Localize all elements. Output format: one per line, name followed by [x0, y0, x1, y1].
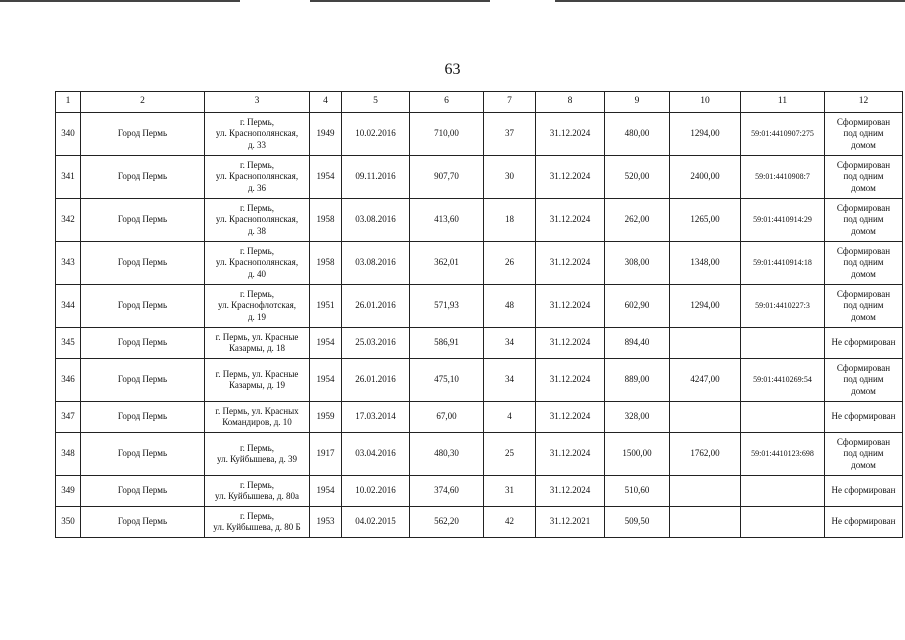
- status-line: домом: [851, 225, 876, 236]
- page-number: 63: [444, 61, 461, 78]
- date-cell: 09.11.2016: [342, 156, 410, 199]
- column-header: 5: [342, 92, 410, 113]
- address-line: Казармы, д. 18: [228, 343, 286, 353]
- address-cell: [205, 285, 310, 328]
- residents-cell: 31: [484, 476, 536, 507]
- table-row: [56, 476, 903, 507]
- address-line: г. Пермь, ул. Красные: [215, 368, 299, 379]
- address-line: г. Пермь,: [239, 117, 275, 128]
- address-line: ул. Краснополянская,: [215, 171, 299, 182]
- residents-cell: 26: [484, 242, 536, 285]
- date-cell: 10.02.2016: [342, 113, 410, 156]
- status-line: Сформирован: [836, 160, 891, 171]
- address-cell: [205, 402, 310, 433]
- status-line: Сформирован: [836, 363, 891, 374]
- city-cell: Город Пермь: [81, 328, 205, 359]
- status-line: Не сформирован: [831, 337, 896, 348]
- table-row: [56, 328, 903, 359]
- city-cell: Город Пермь: [81, 113, 205, 156]
- cadastral-number-cell: 59:01:4410907:275: [741, 113, 825, 156]
- city-cell: Город Пермь: [81, 359, 205, 402]
- row-number-cell: 347: [56, 402, 81, 433]
- deadline-cell: 31.12.2024: [536, 242, 605, 285]
- row-number-cell: 346: [56, 359, 81, 402]
- value10-cell: [670, 402, 741, 433]
- deadline-cell: 31.12.2024: [536, 285, 605, 328]
- value10-cell: [670, 328, 741, 359]
- date-cell: 10.02.2016: [342, 476, 410, 507]
- year-cell: 1959: [310, 402, 342, 433]
- cadastral-number-cell: 59:01:4410914:29: [741, 199, 825, 242]
- table-row: [56, 156, 903, 199]
- status-line: Сформирован: [836, 289, 891, 300]
- city-cell: Город Пермь: [81, 476, 205, 507]
- area-cell: 710,00: [410, 113, 484, 156]
- residents-cell: 34: [484, 359, 536, 402]
- column-header: 1: [56, 92, 81, 113]
- address-cell: [205, 476, 310, 507]
- value10-cell: 1294,00: [670, 285, 741, 328]
- row-number-cell: 341: [56, 156, 81, 199]
- area-cell: 571,93: [410, 285, 484, 328]
- status-cell: [825, 113, 903, 156]
- address-line: г. Пермь,: [239, 442, 275, 453]
- status-cell: [825, 359, 903, 402]
- address-line: ул. Куйбышева, д. 80а: [215, 491, 299, 501]
- address-cell: [205, 199, 310, 242]
- address-cell: [205, 328, 310, 359]
- column-header: 8: [536, 92, 605, 113]
- value10-cell: 1348,00: [670, 242, 741, 285]
- address-line: ул. Краснополянская,: [215, 257, 299, 268]
- date-cell: 17.03.2014: [342, 402, 410, 433]
- area-cell: 67,00: [410, 402, 484, 433]
- status-line: под одним: [843, 257, 884, 268]
- status-cell: [825, 507, 903, 538]
- status-line: домом: [851, 182, 876, 193]
- status-cell: [825, 433, 903, 476]
- value10-cell: [670, 507, 741, 538]
- address-line: г. Пермь,: [239, 510, 275, 521]
- value9-cell: 262,00: [605, 199, 670, 242]
- date-cell: 25.03.2016: [342, 328, 410, 359]
- table-row: [56, 433, 903, 476]
- address-cell: [205, 113, 310, 156]
- year-cell: 1917: [310, 433, 342, 476]
- column-header: 3: [205, 92, 310, 113]
- cadastral-number-cell: 59:01:4410908:7: [741, 156, 825, 199]
- value9-cell: 308,00: [605, 242, 670, 285]
- status-line: под одним: [843, 214, 884, 225]
- table-row: [56, 199, 903, 242]
- value9-cell: 509,50: [605, 507, 670, 538]
- cadastral-number-cell: 59:01:4410123:698: [741, 433, 825, 476]
- value9-cell: 328,00: [605, 402, 670, 433]
- residents-cell: 34: [484, 328, 536, 359]
- deadline-cell: 31.12.2024: [536, 199, 605, 242]
- status-line: под одним: [843, 448, 884, 459]
- top-rule-right: [555, 0, 905, 2]
- row-number-cell: 344: [56, 285, 81, 328]
- cadastral-number-cell: [741, 402, 825, 433]
- area-cell: 562,20: [410, 507, 484, 538]
- status-line: Сформирован: [836, 246, 891, 257]
- residents-cell: 4: [484, 402, 536, 433]
- status-cell: [825, 242, 903, 285]
- value10-cell: [670, 476, 741, 507]
- deadline-cell: 31.12.2024: [536, 476, 605, 507]
- status-cell: [825, 156, 903, 199]
- address-cell: [205, 359, 310, 402]
- residents-cell: 42: [484, 507, 536, 538]
- column-header: 11: [741, 92, 825, 113]
- address-line: г. Пермь,: [239, 479, 275, 490]
- year-cell: 1951: [310, 285, 342, 328]
- area-cell: 586,91: [410, 328, 484, 359]
- address-line: Командиров, д. 10: [222, 417, 292, 427]
- cadastral-number-cell: [741, 476, 825, 507]
- status-cell: [825, 285, 903, 328]
- status-cell: [825, 199, 903, 242]
- cadastral-number-cell: [741, 507, 825, 538]
- residents-cell: 37: [484, 113, 536, 156]
- date-cell: 26.01.2016: [342, 285, 410, 328]
- status-line: домом: [851, 268, 876, 279]
- city-cell: Город Пермь: [81, 285, 205, 328]
- column-header: 6: [410, 92, 484, 113]
- deadline-cell: 31.12.2024: [536, 402, 605, 433]
- value9-cell: 480,00: [605, 113, 670, 156]
- table-row: [56, 113, 903, 156]
- area-cell: 480,30: [410, 433, 484, 476]
- table-row: [56, 359, 903, 402]
- residents-cell: 18: [484, 199, 536, 242]
- year-cell: 1953: [310, 507, 342, 538]
- value10-cell: 1762,00: [670, 433, 741, 476]
- area-cell: 907,70: [410, 156, 484, 199]
- address-cell: [205, 156, 310, 199]
- value10-cell: 2400,00: [670, 156, 741, 199]
- address-cell: [205, 507, 310, 538]
- deadline-cell: 31.12.2024: [536, 359, 605, 402]
- cadastral-number-cell: [741, 328, 825, 359]
- row-number-cell: 342: [56, 199, 81, 242]
- area-cell: 374,60: [410, 476, 484, 507]
- year-cell: 1954: [310, 156, 342, 199]
- city-cell: Город Пермь: [81, 507, 205, 538]
- status-cell: [825, 328, 903, 359]
- value9-cell: 894,40: [605, 328, 670, 359]
- deadline-cell: 31.12.2024: [536, 156, 605, 199]
- cadastral-number-cell: 59:01:4410269:54: [741, 359, 825, 402]
- year-cell: 1954: [310, 476, 342, 507]
- column-header: 2: [81, 92, 205, 113]
- residents-cell: 48: [484, 285, 536, 328]
- address-line: д. 40: [247, 268, 267, 279]
- city-cell: Город Пермь: [81, 402, 205, 433]
- value9-cell: 1500,00: [605, 433, 670, 476]
- address-line: г. Пермь, ул. Красные: [215, 331, 299, 342]
- date-cell: 04.02.2015: [342, 507, 410, 538]
- address-cell: [205, 242, 310, 285]
- status-line: Не сформирован: [831, 411, 896, 422]
- address-cell: [205, 433, 310, 476]
- column-header: 10: [670, 92, 741, 113]
- column-header: 12: [825, 92, 903, 113]
- column-header: 4: [310, 92, 342, 113]
- address-line: г. Пермь, ул. Красных: [215, 405, 299, 416]
- address-line: д. 36: [247, 182, 267, 193]
- housing-registry-table: [55, 91, 903, 538]
- date-cell: 03.08.2016: [342, 199, 410, 242]
- date-cell: 03.04.2016: [342, 433, 410, 476]
- address-line: ул. Куйбышева, д. 80 Б: [213, 522, 301, 532]
- city-cell: Город Пермь: [81, 199, 205, 242]
- row-number-cell: 349: [56, 476, 81, 507]
- column-header: 7: [484, 92, 536, 113]
- address-line: д. 38: [247, 225, 267, 236]
- city-cell: Город Пермь: [81, 433, 205, 476]
- status-line: Не сформирован: [831, 516, 896, 527]
- area-cell: 475,10: [410, 359, 484, 402]
- row-number-cell: 350: [56, 507, 81, 538]
- row-number-cell: 343: [56, 242, 81, 285]
- status-line: домом: [851, 459, 876, 470]
- area-cell: 362,01: [410, 242, 484, 285]
- cadastral-number-cell: 59:01:4410227:3: [741, 285, 825, 328]
- top-rule-mid: [310, 0, 490, 2]
- status-line: домом: [851, 139, 876, 150]
- city-cell: Город Пермь: [81, 156, 205, 199]
- status-cell: [825, 476, 903, 507]
- residents-cell: 30: [484, 156, 536, 199]
- table-row: [56, 507, 903, 538]
- top-rule-left: [0, 0, 240, 2]
- value9-cell: 510,60: [605, 476, 670, 507]
- city-cell: Город Пермь: [81, 242, 205, 285]
- value9-cell: 889,00: [605, 359, 670, 402]
- residents-cell: 25: [484, 433, 536, 476]
- year-cell: 1958: [310, 199, 342, 242]
- row-number-cell: 340: [56, 113, 81, 156]
- table-row: [56, 242, 903, 285]
- table-row: [56, 402, 903, 433]
- address-line: г. Пермь,: [239, 289, 275, 300]
- status-line: Сформирован: [836, 117, 891, 128]
- address-line: г. Пермь,: [239, 203, 275, 214]
- status-line: под одним: [843, 128, 884, 139]
- date-cell: 26.01.2016: [342, 359, 410, 402]
- status-line: Сформирован: [836, 203, 891, 214]
- status-line: Сформирован: [836, 437, 891, 448]
- row-number-cell: 345: [56, 328, 81, 359]
- address-line: ул. Краснополянская,: [215, 214, 299, 225]
- area-cell: 413,60: [410, 199, 484, 242]
- value10-cell: 1294,00: [670, 113, 741, 156]
- deadline-cell: 31.12.2024: [536, 113, 605, 156]
- deadline-cell: 31.12.2021: [536, 507, 605, 538]
- column-header: 9: [605, 92, 670, 113]
- cadastral-number-cell: 59:01:4410914:18: [741, 242, 825, 285]
- address-line: ул. Краснополянская,: [215, 128, 299, 139]
- status-line: Не сформирован: [831, 485, 896, 496]
- address-line: д. 33: [247, 139, 267, 150]
- deadline-cell: 31.12.2024: [536, 328, 605, 359]
- table-row: [56, 285, 903, 328]
- year-cell: 1954: [310, 328, 342, 359]
- address-line: Казармы, д. 19: [228, 380, 286, 390]
- year-cell: 1958: [310, 242, 342, 285]
- address-line: ул. Краснофлотская,: [217, 300, 297, 311]
- address-line: д. 19: [247, 311, 267, 322]
- status-line: домом: [851, 385, 876, 396]
- table-body: [56, 113, 903, 538]
- address-line: ул. Куйбышева, д. 39: [217, 454, 297, 464]
- row-number-cell: 348: [56, 433, 81, 476]
- deadline-cell: 31.12.2024: [536, 433, 605, 476]
- address-line: г. Пермь,: [239, 246, 275, 257]
- status-line: под одним: [843, 300, 884, 311]
- status-cell: [825, 402, 903, 433]
- value10-cell: 4247,00: [670, 359, 741, 402]
- year-cell: 1949: [310, 113, 342, 156]
- value9-cell: 520,00: [605, 156, 670, 199]
- address-line: г. Пермь,: [239, 160, 275, 171]
- date-cell: 03.08.2016: [342, 242, 410, 285]
- status-line: под одним: [843, 374, 884, 385]
- value10-cell: 1265,00: [670, 199, 741, 242]
- status-line: под одним: [843, 171, 884, 182]
- status-line: домом: [851, 311, 876, 322]
- header-row: [56, 92, 903, 113]
- value9-cell: 602,90: [605, 285, 670, 328]
- year-cell: 1954: [310, 359, 342, 402]
